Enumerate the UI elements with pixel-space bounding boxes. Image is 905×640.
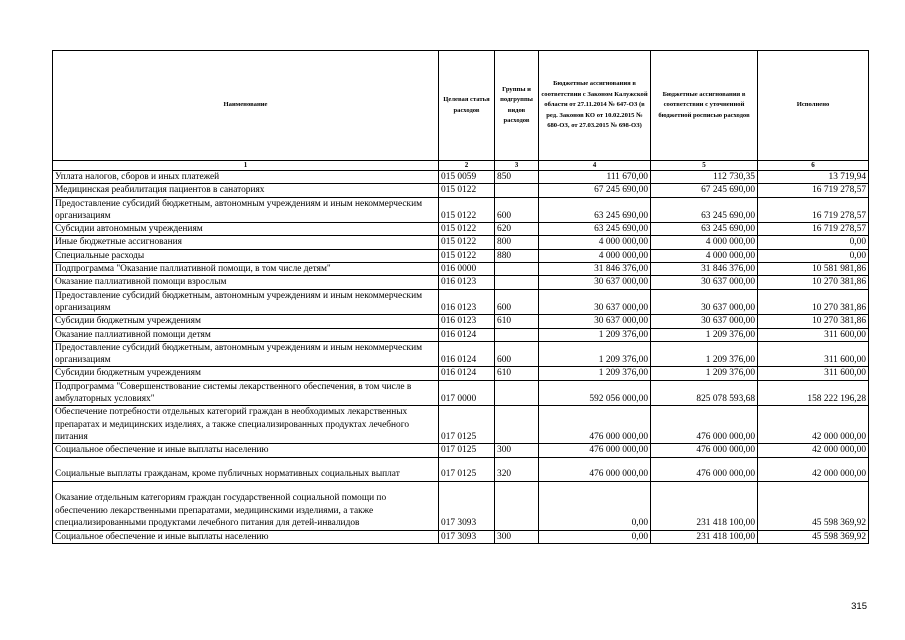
row-name: Иные бюджетные ассигнования <box>53 236 439 249</box>
table-row <box>53 530 869 543</box>
column-number-row <box>53 161 869 171</box>
page-number: 315 <box>851 601 867 612</box>
row-law-amount: 30 637 000,00 <box>539 276 651 289</box>
table-row <box>53 289 869 315</box>
table-row <box>53 481 869 530</box>
row-law-amount: 111 670,00 <box>539 171 651 184</box>
row-name: Оказание паллиативной помощи детям <box>53 328 439 341</box>
row-group-code: 600 <box>495 341 539 367</box>
row-target-code: 015 0059 <box>439 171 495 184</box>
row-law-amount: 63 245 690,00 <box>539 197 651 223</box>
column-number: 1 <box>53 161 439 171</box>
row-group-code <box>495 481 539 530</box>
header-executed: Исполнено <box>758 51 869 161</box>
row-law-amount: 476 000 000,00 <box>539 406 651 444</box>
row-name: Медицинская реабилитация пациентов в санаториях <box>53 184 439 197</box>
column-number: 3 <box>495 161 539 171</box>
row-law-amount: 0,00 <box>539 530 651 543</box>
row-name: Субсидии бюджетным учреждениям <box>53 367 439 380</box>
table-row <box>53 249 869 262</box>
row-refined-amount: 1 209 376,00 <box>651 341 758 367</box>
row-law-amount: 4 000 000,00 <box>539 249 651 262</box>
row-executed-amount: 16 719 278,57 <box>758 197 869 223</box>
row-target-code: 017 3093 <box>439 530 495 543</box>
row-executed-amount: 42 000 000,00 <box>758 406 869 444</box>
row-target-code: 015 0122 <box>439 184 495 197</box>
column-number: 2 <box>439 161 495 171</box>
row-target-code: 017 0125 <box>439 457 495 481</box>
row-refined-amount: 30 637 000,00 <box>651 289 758 315</box>
row-group-code <box>495 276 539 289</box>
row-name: Специальные расходы <box>53 249 439 262</box>
row-group-code <box>495 184 539 197</box>
row-target-code: 016 0124 <box>439 341 495 367</box>
row-group-code <box>495 328 539 341</box>
header-expense-groups: Группы и подгруппы видов расходов <box>495 51 539 161</box>
table-row <box>53 223 869 236</box>
budget-table <box>52 50 869 544</box>
row-target-code: 016 0124 <box>439 367 495 380</box>
row-group-code: 880 <box>495 249 539 262</box>
row-law-amount: 592 056 000,00 <box>539 380 651 406</box>
header-name: Наименование <box>53 51 439 161</box>
row-refined-amount: 31 846 376,00 <box>651 263 758 276</box>
row-target-code: 015 0122 <box>439 223 495 236</box>
row-target-code: 017 0125 <box>439 406 495 444</box>
row-group-code: 610 <box>495 315 539 328</box>
table-row <box>53 380 869 406</box>
table-row <box>53 171 869 184</box>
row-refined-amount: 4 000 000,00 <box>651 249 758 262</box>
row-refined-amount: 30 637 000,00 <box>651 315 758 328</box>
row-executed-amount: 0,00 <box>758 236 869 249</box>
row-group-code <box>495 406 539 444</box>
row-executed-amount: 311 600,00 <box>758 367 869 380</box>
row-executed-amount: 311 600,00 <box>758 341 869 367</box>
row-target-code: 017 0000 <box>439 380 495 406</box>
column-number: 4 <box>539 161 651 171</box>
row-refined-amount: 476 000 000,00 <box>651 457 758 481</box>
row-executed-amount: 0,00 <box>758 249 869 262</box>
row-group-code: 800 <box>495 236 539 249</box>
row-executed-amount: 158 222 196,28 <box>758 380 869 406</box>
row-group-code: 620 <box>495 223 539 236</box>
row-name: Оказание паллиативной помощи взрослым <box>53 276 439 289</box>
row-target-code: 017 3093 <box>439 481 495 530</box>
row-name: Обеспечение потребности отдельных категорий граждан в необходимых лекарственных препаратах и медицинских изделиях, а также специализированных продуктах лечебного питания <box>53 406 439 444</box>
table-row <box>53 236 869 249</box>
row-name: Предоставление субсидий бюджетным, автономным учреждениям и иным некоммерческим организациям <box>53 197 439 223</box>
row-refined-amount: 1 209 376,00 <box>651 367 758 380</box>
row-law-amount: 4 000 000,00 <box>539 236 651 249</box>
row-target-code: 016 0123 <box>439 276 495 289</box>
row-executed-amount: 10 270 381,86 <box>758 289 869 315</box>
row-refined-amount: 1 209 376,00 <box>651 328 758 341</box>
row-name: Подпрограмма "Оказание паллиативной помощи, в том числе детям" <box>53 263 439 276</box>
row-name: Оказание отдельным категориям граждан государственной социальной помощи по обеспечению лекарственными препаратами, медицинскими изделиями, а также специализированными продуктами лечебного питания для детей-инвалидов <box>53 481 439 530</box>
row-law-amount: 63 245 690,00 <box>539 223 651 236</box>
table-row <box>53 367 869 380</box>
row-executed-amount: 10 270 381,86 <box>758 315 869 328</box>
row-name: Предоставление субсидий бюджетным, автономным учреждениям и иным некоммерческим организациям <box>53 341 439 367</box>
row-refined-amount: 63 245 690,00 <box>651 223 758 236</box>
header-law-allocations: Бюджетные ассигнования в соответствии с Законом Калужской области от 27.11.2014 № 647-ОЗ (в ред. Законов КО от 10.02.2015 № 680-ОЗ, от 27.03.2015 № 698-ОЗ) <box>539 51 651 161</box>
row-group-code: 320 <box>495 457 539 481</box>
row-target-code: 015 0122 <box>439 197 495 223</box>
row-law-amount: 67 245 690,00 <box>539 184 651 197</box>
row-name: Социальное обеспечение и иные выплаты населению <box>53 444 439 457</box>
row-law-amount: 0,00 <box>539 481 651 530</box>
row-executed-amount: 10 270 381,86 <box>758 276 869 289</box>
row-executed-amount: 45 598 369,92 <box>758 530 869 543</box>
row-name: Подпрограмма "Совершенствование системы лекарственного обеспечения, в том числе в амбулаторных условиях" <box>53 380 439 406</box>
row-executed-amount: 10 581 981,86 <box>758 263 869 276</box>
row-group-code: 300 <box>495 444 539 457</box>
row-law-amount: 1 209 376,00 <box>539 367 651 380</box>
row-law-amount: 1 209 376,00 <box>539 328 651 341</box>
header-target-article: Целевая статья расходов <box>439 51 495 161</box>
table-row <box>53 328 869 341</box>
table-row <box>53 184 869 197</box>
table-row <box>53 276 869 289</box>
table-row <box>53 444 869 457</box>
row-refined-amount: 476 000 000,00 <box>651 444 758 457</box>
row-name: Уплата налогов, сборов и иных платежей <box>53 171 439 184</box>
row-refined-amount: 231 418 100,00 <box>651 481 758 530</box>
row-target-code: 016 0124 <box>439 328 495 341</box>
row-group-code: 300 <box>495 530 539 543</box>
row-refined-amount: 67 245 690,00 <box>651 184 758 197</box>
row-refined-amount: 825 078 593,68 <box>651 380 758 406</box>
column-number: 6 <box>758 161 869 171</box>
header-row <box>53 51 869 161</box>
row-law-amount: 476 000 000,00 <box>539 444 651 457</box>
row-law-amount: 1 209 376,00 <box>539 341 651 367</box>
row-target-code: 015 0122 <box>439 236 495 249</box>
row-refined-amount: 63 245 690,00 <box>651 197 758 223</box>
row-target-code: 015 0122 <box>439 249 495 262</box>
row-executed-amount: 45 598 369,92 <box>758 481 869 530</box>
row-refined-amount: 112 730,35 <box>651 171 758 184</box>
row-group-code: 600 <box>495 197 539 223</box>
row-executed-amount: 311 600,00 <box>758 328 869 341</box>
row-refined-amount: 231 418 100,00 <box>651 530 758 543</box>
row-executed-amount: 42 000 000,00 <box>758 444 869 457</box>
row-law-amount: 30 637 000,00 <box>539 315 651 328</box>
row-group-code <box>495 263 539 276</box>
row-target-code: 016 0123 <box>439 315 495 328</box>
row-executed-amount: 16 719 278,57 <box>758 223 869 236</box>
row-target-code: 016 0123 <box>439 289 495 315</box>
row-name: Социальные выплаты гражданам, кроме публичных нормативных социальных выплат <box>53 457 439 481</box>
row-target-code: 016 0000 <box>439 263 495 276</box>
row-name: Субсидии автономным учреждениям <box>53 223 439 236</box>
row-executed-amount: 16 719 278,57 <box>758 184 869 197</box>
row-group-code <box>495 380 539 406</box>
row-name: Социальное обеспечение и иные выплаты населению <box>53 530 439 543</box>
table-row <box>53 341 869 367</box>
row-name: Субсидии бюджетным учреждениям <box>53 315 439 328</box>
row-refined-amount: 4 000 000,00 <box>651 236 758 249</box>
row-group-code: 610 <box>495 367 539 380</box>
table-row <box>53 315 869 328</box>
table-row <box>53 197 869 223</box>
table-row <box>53 457 869 481</box>
table-row <box>53 263 869 276</box>
row-law-amount: 31 846 376,00 <box>539 263 651 276</box>
row-executed-amount: 42 000 000,00 <box>758 457 869 481</box>
row-group-code: 600 <box>495 289 539 315</box>
row-target-code: 017 0125 <box>439 444 495 457</box>
row-law-amount: 476 000 000,00 <box>539 457 651 481</box>
row-name: Предоставление субсидий бюджетным, автономным учреждениям и иным некоммерческим организациям <box>53 289 439 315</box>
row-law-amount: 30 637 000,00 <box>539 289 651 315</box>
header-refined-allocations: Бюджетные ассигнования в соответствии с уточненной бюджетной росписью расходов <box>651 51 758 161</box>
column-number: 5 <box>651 161 758 171</box>
row-refined-amount: 30 637 000,00 <box>651 276 758 289</box>
row-refined-amount: 476 000 000,00 <box>651 406 758 444</box>
row-group-code: 850 <box>495 171 539 184</box>
table-row <box>53 406 869 444</box>
row-executed-amount: 13 719,94 <box>758 171 869 184</box>
